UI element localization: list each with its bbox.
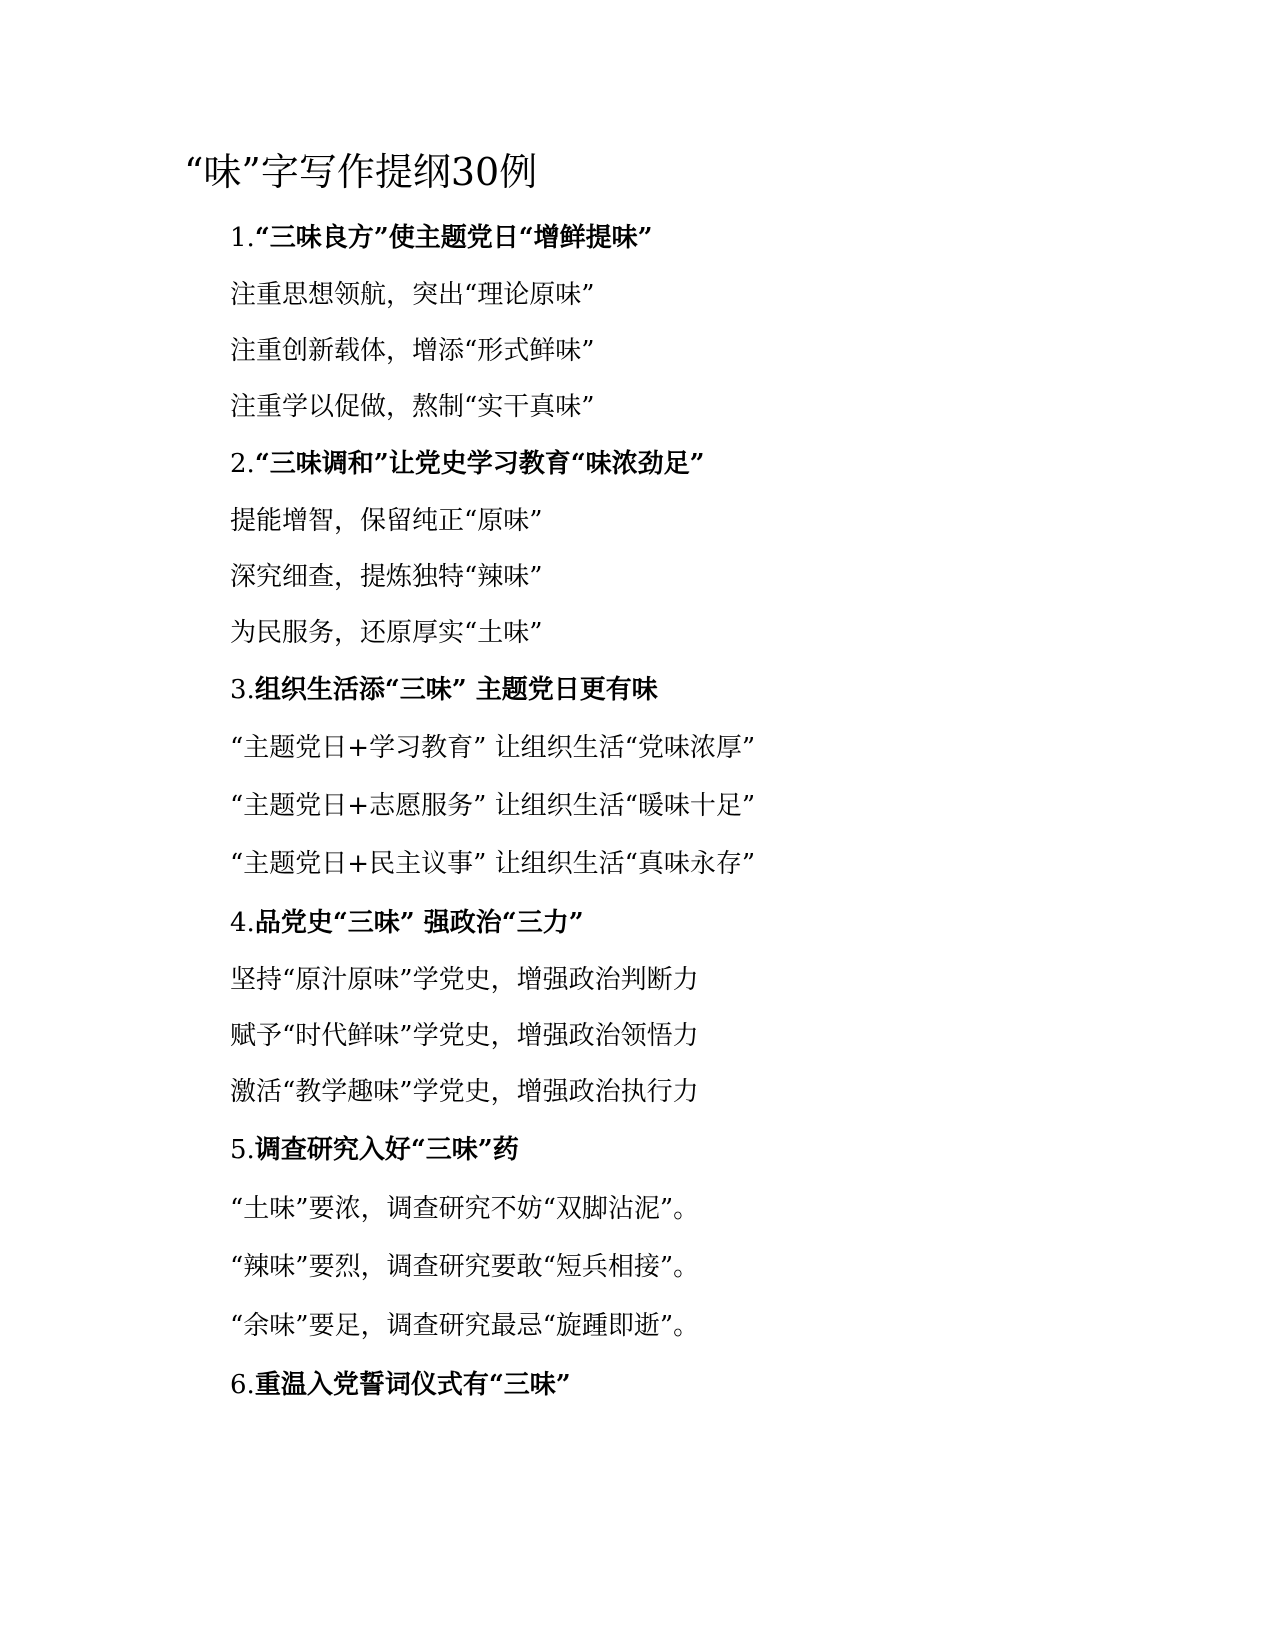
section-item: “主题党日+民主议事” 让组织生活“真味永存” [230,849,756,879]
section-heading-text: 组织生活添“三味” 主题党日更有味 [254,675,658,705]
section-item: 注重思想领航，突出“理论原味” [230,280,595,310]
document-title: “味”字写作提纲30例 [184,150,538,194]
section-item: “辣味”要烈，调查研究要敢“短兵相接”。 [230,1252,700,1282]
section-item: “土味”要浓，调查研究不妨“双脚沾泥”。 [230,1194,700,1224]
section-heading [230,221,653,255]
section-heading [230,673,658,707]
section-heading [230,447,705,481]
section-item: “主题党日+学习教育” 让组织生活“党味浓厚” [230,733,756,763]
section-heading-text: 品党史“三味” 强政治“三力” [254,908,584,938]
section-number: 3. [230,675,255,705]
section-number: 5. [230,1135,255,1165]
section-item: “余味”要足，调查研究最忌“旋踵即逝”。 [230,1311,700,1341]
section-item: 深究细查，提炼独特“辣味” [230,562,543,592]
section-item: 注重创新载体，增添“形式鲜味” [230,336,595,366]
section-item: 赋予“时代鲜味”学党史，增强政治领悟力 [230,1021,699,1051]
section-heading [230,906,584,940]
section-item: “主题党日+志愿服务” 让组织生活“暖味十足” [230,791,756,821]
section-heading-text: “三味良方”使主题党日“增鲜提味” [254,223,653,253]
section-item: 激活“教学趣味”学党史，增强政治执行力 [230,1077,699,1107]
section-item: 坚持“原汁原味”学党史，增强政治判断力 [230,965,699,995]
section-heading-text: “三味调和”让党史学习教育“味浓劲足” [254,449,705,479]
section-number: 2. [230,449,255,479]
section-item: 注重学以促做，熬制“实干真味” [230,392,595,422]
section-number: 6. [230,1370,255,1400]
section-item: 提能增智，保留纯正“原味” [230,506,543,536]
section-heading-text: 调查研究入好“三味”药 [254,1135,519,1165]
section-number: 1. [230,223,255,253]
section-heading-text: 重温入党誓词仪式有“三味” [254,1370,571,1400]
section-item: 为民服务，还原厚实“土味” [230,618,543,648]
section-number: 4. [230,908,255,938]
section-heading [230,1368,571,1402]
section-heading [230,1133,519,1167]
